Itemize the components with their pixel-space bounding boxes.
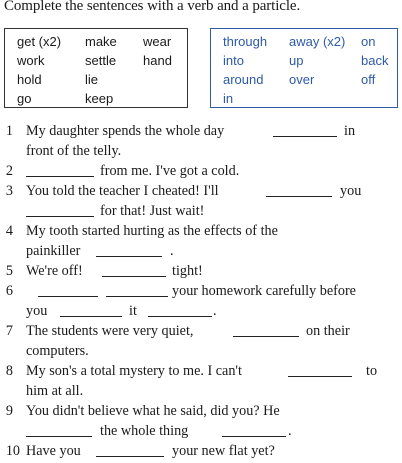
item-number: 8 xyxy=(5,363,13,379)
item-text: on their xyxy=(306,323,350,339)
item-text: . xyxy=(213,303,217,319)
answer-blank[interactable] xyxy=(102,265,166,277)
item-number: 5 xyxy=(5,263,13,279)
verb-word: wear xyxy=(143,34,172,49)
item-text: your new flat yet? xyxy=(172,443,275,459)
answer-blank[interactable] xyxy=(233,325,299,337)
answer-blank[interactable] xyxy=(38,285,98,297)
answer-blank[interactable] xyxy=(106,285,168,297)
verb-word: lie xyxy=(85,72,99,87)
verb-word: hold xyxy=(17,72,42,87)
verb-word: make xyxy=(85,34,117,49)
item-text: The students were very quiet, xyxy=(26,323,194,339)
item-text: tight! xyxy=(172,263,203,279)
verb-word: keep xyxy=(85,91,114,106)
item-text: front of the telly. xyxy=(26,143,122,159)
answer-blank[interactable] xyxy=(26,425,92,437)
particle-word: on xyxy=(361,34,376,49)
particle-word: into xyxy=(223,53,244,68)
particle-word: off xyxy=(361,72,376,87)
item-text: Have you xyxy=(26,443,81,459)
particle-word: away (x2) xyxy=(289,34,346,49)
item-text: My son's a total mystery to me. I can't xyxy=(26,363,242,379)
verb-word: work xyxy=(17,53,45,68)
item-number: 9 xyxy=(5,403,13,419)
answer-blank[interactable] xyxy=(222,425,286,437)
particle-word: through xyxy=(223,34,268,49)
answer-blank[interactable] xyxy=(96,245,162,257)
item-number: 3 xyxy=(5,183,13,199)
answer-blank[interactable] xyxy=(26,165,94,177)
item-text: the whole thing xyxy=(100,423,189,439)
answer-blank[interactable] xyxy=(26,205,94,217)
item-number: 4 xyxy=(5,223,13,239)
verb-word: get (x2) xyxy=(17,34,62,49)
item-text: it xyxy=(129,303,137,319)
item-text: you xyxy=(340,183,362,199)
verb-word: go xyxy=(17,91,32,106)
item-number: 1 xyxy=(5,123,13,139)
item-text: for that! Just wait! xyxy=(100,203,205,219)
verb-word: hand xyxy=(143,53,172,68)
particles-word-box xyxy=(210,28,398,108)
item-number: 2 xyxy=(5,163,13,179)
item-number: 10 xyxy=(5,443,20,459)
verb-word: settle xyxy=(85,53,117,68)
item-text: him at all. xyxy=(26,383,84,399)
item-text: to xyxy=(366,363,378,379)
item-text: in xyxy=(344,123,356,139)
answer-blank[interactable] xyxy=(266,185,332,197)
item-text: computers. xyxy=(26,343,89,359)
answer-blank[interactable] xyxy=(148,305,212,317)
answer-blank[interactable] xyxy=(60,305,122,317)
item-text: . xyxy=(288,423,292,439)
item-text: My daughter spends the whole day xyxy=(26,123,225,139)
answer-blank[interactable] xyxy=(288,365,352,377)
answer-blank[interactable] xyxy=(96,445,164,457)
particle-word: in xyxy=(223,91,234,106)
item-text: your homework carefully before xyxy=(172,283,356,299)
item-text: You told the teacher I cheated! I'll xyxy=(26,183,219,199)
particle-word: over xyxy=(289,72,315,87)
instruction-heading: Complete the sentences with a verb and a particle. xyxy=(4,0,301,14)
item-text: We're off! xyxy=(26,263,83,279)
particle-word: up xyxy=(289,53,304,68)
item-number: 6 xyxy=(5,283,13,299)
particle-word: back xyxy=(361,53,389,68)
item-number: 7 xyxy=(5,323,13,339)
item-text: You didn't believe what he said, did you? He xyxy=(26,403,280,419)
item-text: . xyxy=(170,243,174,259)
item-text: My tooth started hurting as the effects of the xyxy=(26,223,278,239)
item-text: painkiller xyxy=(26,243,81,259)
answer-blank[interactable] xyxy=(273,125,337,137)
particle-word: around xyxy=(223,72,264,87)
item-text: from me. I've got a cold. xyxy=(100,163,240,179)
verbs-word-box xyxy=(4,28,188,108)
item-text: you xyxy=(26,303,48,319)
